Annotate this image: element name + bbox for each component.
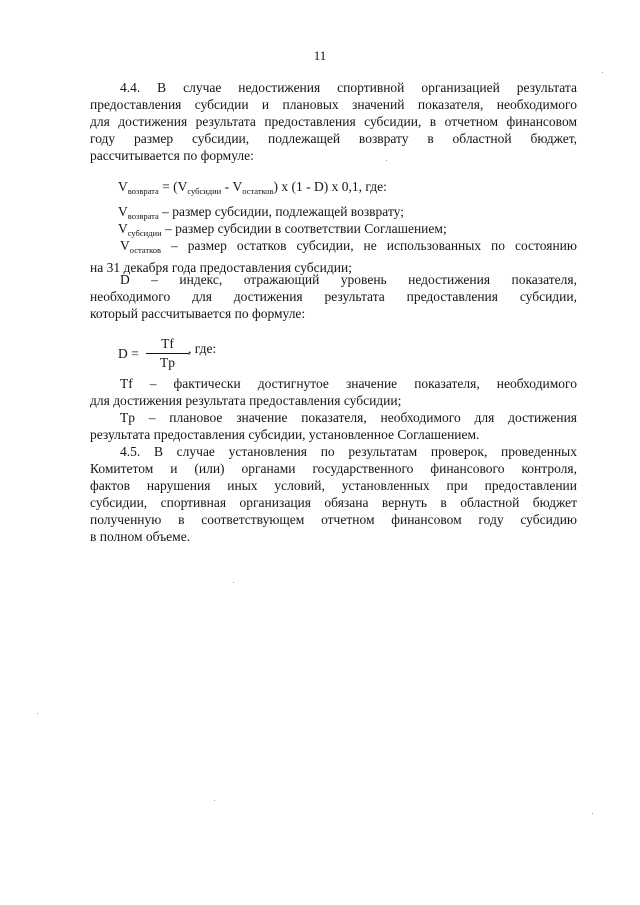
text-line: фактов нарушения иных условий, установленных при предоставлении — [90, 478, 577, 493]
scan-speck — [386, 160, 387, 161]
paragraph-4-4 — [90, 79, 577, 164]
paragraph-4-5 — [90, 443, 577, 545]
scan-speck — [602, 72, 603, 73]
text-line: полученную в соответствующем отчетном финансовом году субсидию — [90, 512, 577, 527]
scan-speck — [592, 813, 593, 814]
formula-subscript: субсидии — [187, 186, 222, 196]
text-line: который рассчитывается по формуле: — [90, 306, 306, 321]
text-line: для достижения результата предоставления субсидии, в отчетном финансовом — [90, 114, 577, 129]
text-line: необходимого для достижения результата предоставления субсидии, — [90, 289, 577, 304]
formula-d-fraction — [146, 336, 189, 371]
text-line: 4.4. В случае недостижения спортивной организацией результата — [120, 80, 577, 95]
formula-subscript: остатков — [242, 186, 274, 196]
formula-variable: V — [232, 179, 243, 194]
text-line: в полном объеме. — [90, 529, 191, 544]
formula-d-tail: , где: — [188, 341, 217, 356]
definition-variable: V — [118, 204, 128, 219]
formula-variable: V — [118, 179, 128, 194]
text-line: для достижения результата предоставления субсидии; — [90, 393, 402, 408]
definition-variable: V — [120, 238, 130, 253]
formula-d-lhs: D = — [118, 346, 139, 361]
text-line: Tf – фактически достигнутое значение показателя, необходимого — [120, 376, 577, 391]
formula-text: - — [221, 179, 233, 194]
fraction-numerator: Tf — [146, 336, 189, 354]
text-line — [90, 237, 577, 259]
text-line: предоставления субсидии и плановых значений показателя, необходимого — [90, 97, 577, 112]
text-line: рассчитывается по формуле: — [90, 148, 254, 163]
text-line: результата предоставления субсидии, установленное Соглашением. — [90, 427, 480, 442]
definition-tf — [90, 375, 577, 409]
text-line: D – индекс, отражающий уровень недостижения показателя, — [120, 272, 577, 287]
definition-text: – размер остатков субсидии, не использованных по состоянию — [161, 238, 577, 253]
text-line: субсидии, спортивная организация обязана вернуть в областной бюджет — [90, 495, 577, 510]
formula-text: = ( — [158, 179, 178, 194]
definition-subscript: остатков — [129, 245, 162, 255]
text-line: Комитетом и (или) органами государственного финансового контроля, — [90, 461, 577, 476]
scan-speck — [233, 582, 234, 583]
formula-subscript: возврата — [127, 186, 159, 196]
formula-text: ) x (1 - D) x 0,1, где: — [273, 179, 387, 194]
text-line: на 31 декабря года предоставления субсидии; — [90, 260, 352, 275]
definition-variable: V — [118, 221, 128, 236]
formula-return-amount — [118, 178, 387, 200]
formula-variable: V — [177, 179, 188, 194]
text-line: Tp – плановое значение показателя, необходимого для достижения — [120, 410, 577, 425]
text-line: 4.5. В случае установления по результатам проверок, проведенных — [120, 444, 577, 459]
definition-text: – размер субсидии в соответствии Соглашением; — [161, 221, 447, 236]
page-number: 11 — [313, 48, 327, 63]
definition-text: – размер субсидии, подлежащей возврату; — [158, 204, 404, 219]
definition-tp — [90, 409, 577, 443]
scan-speck — [37, 713, 38, 714]
definition-subscript: возврата — [127, 211, 159, 221]
fraction-denominator: Tp — [160, 355, 175, 370]
scan-speck — [214, 800, 215, 801]
definition-subscript: субсидии — [127, 228, 162, 238]
definition-d — [90, 271, 577, 322]
text-line: году размер субсидии, подлежащей возврату в областной бюджет, — [90, 131, 577, 146]
